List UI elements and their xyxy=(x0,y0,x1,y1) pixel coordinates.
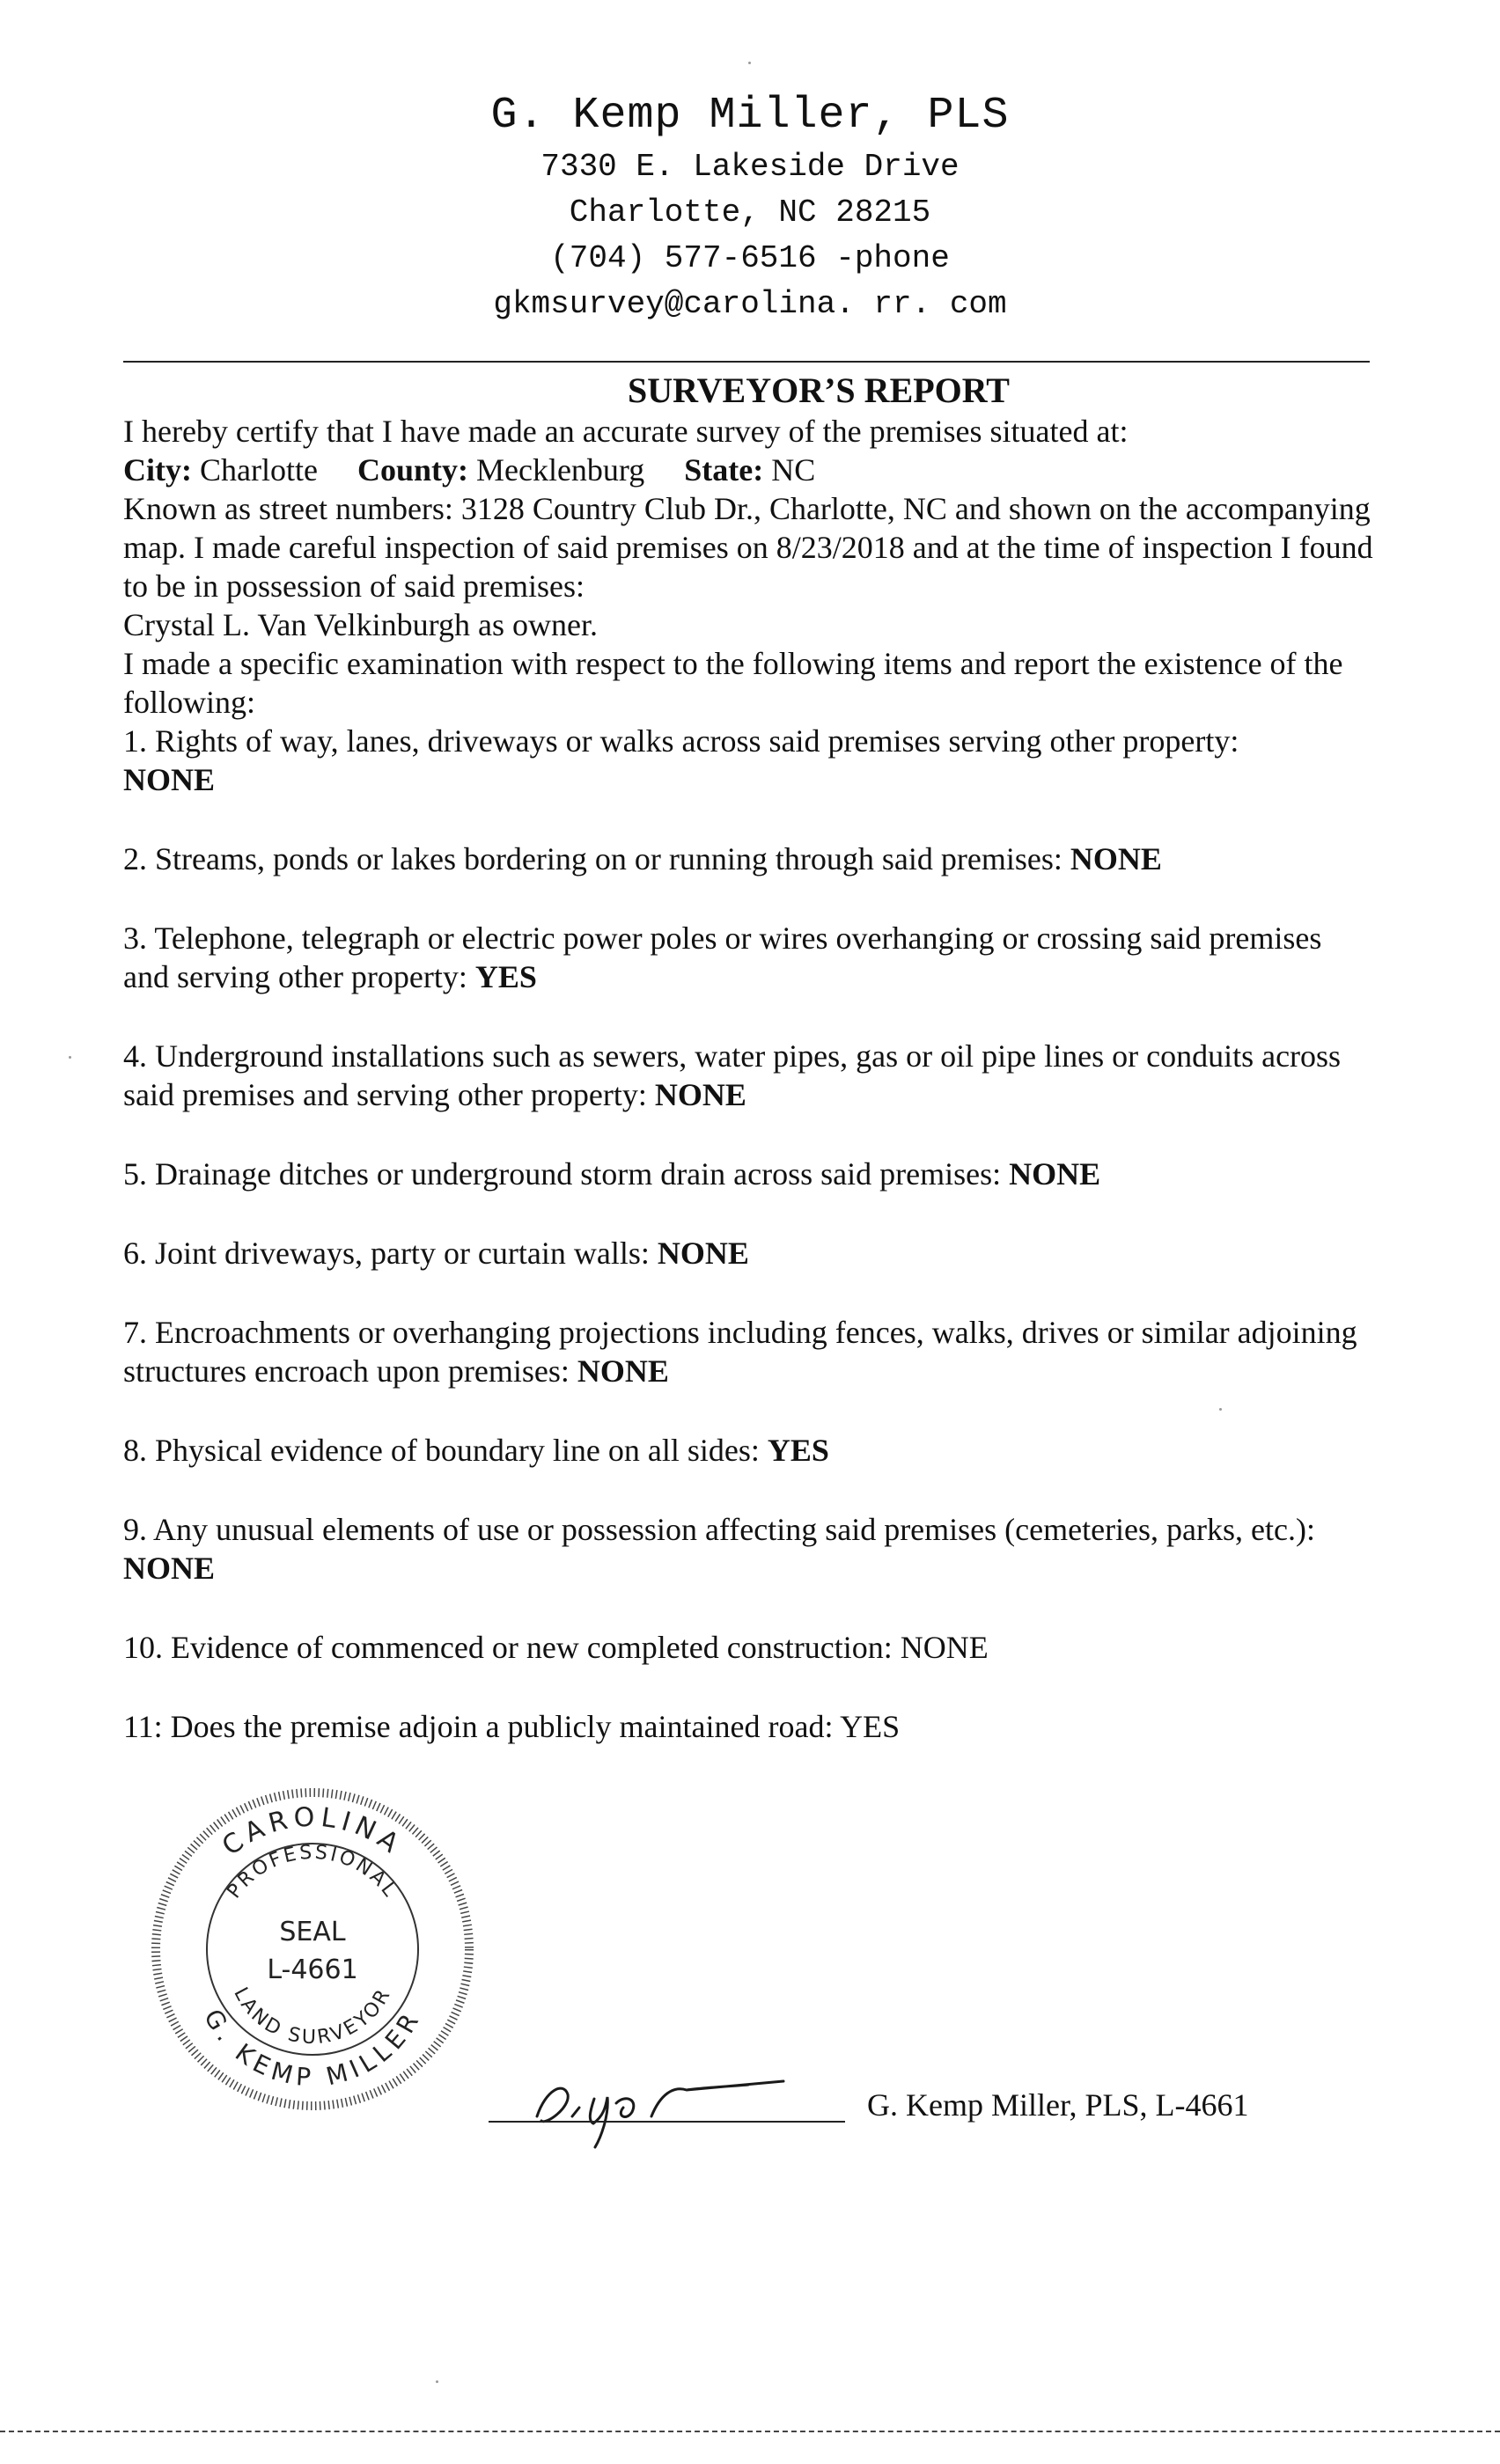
scan-speck xyxy=(748,62,751,64)
seal-center-text: SEAL xyxy=(279,1917,346,1947)
certify-statement: I hereby certify that I have made an accurate survey of the premises situated at: xyxy=(123,414,1129,449)
letterhead xyxy=(0,88,1500,327)
item-text: 1. Rights of way, lanes, driveways or walks across said premises serving other property: xyxy=(123,723,1239,759)
seal-outer-top-text: CAROLINA xyxy=(217,1801,408,1863)
item-text: 7. Encroachments or overhanging projections including fences, walks, drives or similar adjoining structures encroach upon premises: xyxy=(123,1315,1357,1389)
item-text: 2. Streams, ponds or lakes bordering on or running through said premises: xyxy=(123,841,1062,876)
item-text: 4. Underground installations such as sewers, water pipes, gas or oil pipe lines or conduits across said premises and serving other property: xyxy=(123,1038,1342,1112)
item-text: 11: Does the premise adjoin a publicly maintained road: YES xyxy=(123,1709,901,1744)
exam-intro: I made a specific examination with respect to the following items and report the existence of the following: xyxy=(123,646,1343,720)
item-text: 3. Telephone, telegraph or electric power poles or wires overhanging or crossing said premises and serving other property: xyxy=(123,920,1322,994)
county-value: Mecklenburg xyxy=(475,452,645,488)
signature-line xyxy=(489,2121,845,2123)
report-item-2 xyxy=(123,840,1373,878)
scan-speck xyxy=(1219,1408,1222,1411)
item-text: 6. Joint driveways, party or curtain walls: xyxy=(123,1236,650,1271)
street-address: 7330 E. Lakeside Drive xyxy=(540,149,960,185)
signature-mark xyxy=(519,2055,854,2152)
item-text: 9. Any unusual elements of use or possession affecting said premises (cemeteries, parks, etc.): xyxy=(123,1512,1315,1547)
city-label: City: xyxy=(123,452,192,488)
surveyor-name: G. Kemp Miller, PLS xyxy=(490,91,1010,141)
item-text: 8. Physical evidence of boundary line on all sides: xyxy=(123,1433,760,1468)
report-title: SURVEYOR’S REPORT xyxy=(628,370,1010,410)
item-answer: NONE xyxy=(654,1077,746,1112)
signature-printed-name: G. Kemp Miller, PLS, L-4661 xyxy=(867,2087,1249,2123)
scan-speck xyxy=(69,1056,71,1059)
item-answer: NONE xyxy=(1009,1156,1101,1192)
report-item-7 xyxy=(123,1313,1373,1390)
report-item-1 xyxy=(123,722,1373,799)
item-answer: YES xyxy=(474,959,537,994)
report-item-5 xyxy=(123,1155,1373,1193)
county-label: County: xyxy=(357,452,468,488)
item-answer: YES xyxy=(767,1433,829,1468)
item-answer: NONE xyxy=(657,1236,749,1271)
report-item-9 xyxy=(123,1510,1373,1588)
state-label: State: xyxy=(684,452,764,488)
report-item-8 xyxy=(123,1431,1373,1470)
report-body xyxy=(123,370,1373,1746)
header-divider xyxy=(123,361,1370,363)
state-value: NC xyxy=(771,452,816,488)
report-item-11 xyxy=(123,1707,1373,1746)
seal-license-text: L-4661 xyxy=(267,1954,358,1985)
location-line xyxy=(123,451,1373,489)
report-item-10 xyxy=(123,1628,1373,1667)
item-answer: NONE xyxy=(123,1551,216,1586)
item-text: 10. Evidence of commenced or new completed construction: NONE xyxy=(123,1630,989,1665)
page-bottom-edge xyxy=(0,2431,1500,2432)
item-answer: NONE xyxy=(577,1353,669,1389)
seal-inner-bottom-text: LAND SURVEYOR xyxy=(229,1984,396,2050)
surveyor-seal xyxy=(141,1778,484,2121)
item-answer: NONE xyxy=(1070,841,1162,876)
item-text: 5. Drainage ditches or underground storm drain across said premises: xyxy=(123,1156,1002,1192)
owner-statement: Crystal L. Van Velkinburgh as owner. xyxy=(123,607,598,642)
item-answer: NONE xyxy=(123,762,216,797)
scan-speck xyxy=(436,2380,438,2383)
report-item-3 xyxy=(123,919,1373,996)
city-value: Charlotte xyxy=(199,452,318,488)
known-as-statement: Known as street numbers: 3128 Country Club Dr., Charlotte, NC and shown on the accompanying map. I made careful inspection of said premises on 8/23/2018 and at the time of inspection I found to be in possession of said premises: xyxy=(123,491,1373,604)
email-address: gkmsurvey@carolina. rr. com xyxy=(493,286,1007,322)
report-item-4 xyxy=(123,1037,1373,1114)
seal-outer-bottom-text: G. KEMP MILLER xyxy=(198,2004,427,2093)
phone-number: (704) 577-6516 -phone xyxy=(550,240,950,276)
report-item-6 xyxy=(123,1234,1373,1272)
city-address: Charlotte, NC 28215 xyxy=(569,194,931,231)
seal-inner-top-text: PROFESSIONAL xyxy=(223,1841,402,1903)
